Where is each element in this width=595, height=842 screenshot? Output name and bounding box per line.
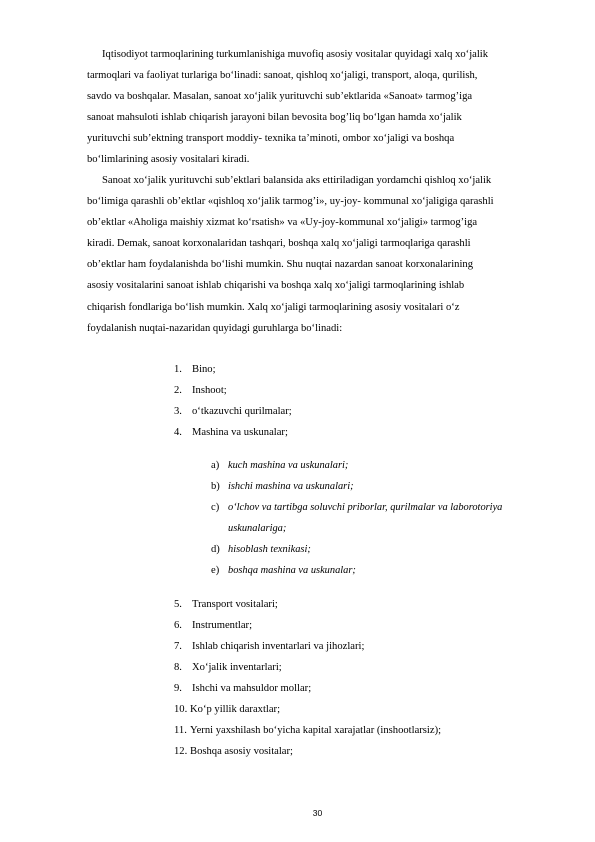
list-item <box>174 359 554 380</box>
sublist-item-text: kuch mashina va uskunalari; <box>228 460 349 471</box>
list-item-text: Xo‘jalik inventarlari; <box>192 662 282 673</box>
paragraph-line: Iqtisodiyot tarmoqlarining turkumlanishiga muvofiq asosiy vositalar quyidagi xalq xo‘jalik <box>102 49 489 60</box>
paragraph-line: asosiy vositalarini sanoat ishlab chiqarishi va boshqa xalq xo‘jaligi tarmoqlarining ishlab <box>87 280 465 292</box>
paragraph-line: chiqarish fondlariga bo‘lish mumkin. Xalq xo‘jaligi tarmoqlarining asosiy vositalari o‘z <box>87 301 460 313</box>
sublist-item-letter: b) <box>211 481 220 492</box>
paragraph-line: Sanoat xo‘jalik yurituvchi sub’ektlari balansida aks ettiriladigan yordamchi qishloq xo‘jalik <box>102 175 492 186</box>
machinery-sublist <box>211 455 551 581</box>
paragraph-line: sanoat mahsuloti ishlab chiqarish jarayoni bilan bevosita bog’liq bo‘lgan hamda xo‘jalik <box>87 112 462 124</box>
list-item-text: Boshqa asosiy vositalar; <box>190 746 293 757</box>
list-item-text: Ishlab chiqarish inventarlari va jihozlari; <box>192 641 365 652</box>
list-item-text: Instrumentlar; <box>192 620 253 631</box>
list-item-number: 4. <box>174 427 182 438</box>
list-item-text: o‘tkazuvchi qurilmalar; <box>192 406 292 417</box>
list-item <box>174 422 554 443</box>
list-item-number: 11. <box>174 725 187 736</box>
list-item-number: 2. <box>174 385 182 396</box>
paragraph-line: ob’ektlar «Aholiga maishiy xizmat ko‘rsatish» va «Uy-joy-kommunal xo‘jaligi» tarmog’iga <box>87 217 478 229</box>
list-item-number: 1. <box>174 364 182 375</box>
list-item <box>174 699 554 720</box>
list-item <box>174 636 554 657</box>
sublist-item <box>211 455 551 476</box>
list-item <box>174 741 554 762</box>
list-item-number: 10. <box>174 704 188 715</box>
sublist-item <box>211 497 551 539</box>
paragraph-2 <box>87 170 549 339</box>
list-item-text: Yerni yaxshilash bo‘yicha kapital xarajatlar (inshootlarsiz); <box>190 725 442 736</box>
paragraph-1 <box>87 44 549 171</box>
list-item-number: 7. <box>174 641 182 652</box>
list-item-text: Bino; <box>192 364 216 375</box>
list-item-text: Mashina va uskunalar; <box>192 427 288 438</box>
list-item <box>174 720 554 741</box>
asset-groups-list-1 <box>174 359 554 443</box>
page-number: 30 <box>312 808 323 818</box>
list-item <box>174 678 554 699</box>
paragraph-line: tarmoqlari va faoliyat turlariga bo‘linadi: sanoat, qishloq xo‘jaligi, transport, aloqa, qurilish, <box>87 70 478 82</box>
list-item-text: Inshoot; <box>192 385 227 396</box>
sublist-item <box>211 560 551 581</box>
list-item-number: 12. <box>174 746 188 757</box>
sublist-item-text: o‘lchov va tartibga soluvchi priborlar, qurilmalar va laborotoriya uskunalariga; <box>228 502 503 534</box>
list-item <box>174 657 554 678</box>
list-item <box>174 380 554 401</box>
list-item-number: 6. <box>174 620 182 631</box>
list-item-number: 3. <box>174 406 182 417</box>
paragraph-line: bo‘limlarining asosiy vositalari kiradi. <box>87 154 250 166</box>
list-item <box>174 615 554 636</box>
sublist-item <box>211 539 551 560</box>
paragraph-line: kiradi. Demak, sanoat korxonalaridan tashqari, boshqa xalq xo‘jaligi tarmoqlariga qarashli <box>87 238 471 250</box>
sublist-item-text: hisoblash texnikasi; <box>228 544 311 555</box>
list-item-text: Ishchi va mahsuldor mollar; <box>192 683 312 694</box>
paragraph-line: foydalanish nuqtai-nazaridan quyidagi guruhlarga bo‘linadi: <box>87 322 343 334</box>
paragraph-line: ob’ektlar ham foydalanishda bo‘lishi mumkin. Shu nuqtai nazardan sanoat korxonalarining <box>87 259 473 271</box>
list-item-number: 5. <box>174 599 182 610</box>
sublist-item-letter: c) <box>211 502 220 513</box>
list-item-number: 8. <box>174 662 182 673</box>
sublist-item-letter: a) <box>211 460 220 471</box>
paragraph-line: yurituvchi sub’ektning transport moddiy- texnika ta’minoti, ombor xo‘jaligi va boshqa <box>87 133 455 145</box>
sublist-item-letter: d) <box>211 544 220 555</box>
sublist-item-text: boshqa mashina va uskunalar; <box>228 565 356 576</box>
list-item <box>174 401 554 422</box>
asset-groups-list-2 <box>174 594 554 762</box>
paragraph-line: savdo va boshqalar. Masalan, sanoat xo‘jalik yurituvchi sub’ektlarida «Sanoat» tarmog’iga <box>87 91 473 103</box>
list-item-number: 9. <box>174 683 182 694</box>
sublist-item-text: ishchi mashina va uskunalari; <box>228 481 354 492</box>
list-item-text: Transport vositalari; <box>192 599 278 610</box>
paragraph-line: bo‘limiga qarashli ob’ektlar «qishloq xo‘jalik tarmog’i», uy-joy- kommunal xo‘jaligiga qarashli <box>87 196 494 208</box>
sublist-item <box>211 476 551 497</box>
sublist-item-letter: e) <box>211 565 220 576</box>
list-item <box>174 594 554 615</box>
list-item-text: Ko‘p yillik daraxtlar; <box>190 704 281 715</box>
